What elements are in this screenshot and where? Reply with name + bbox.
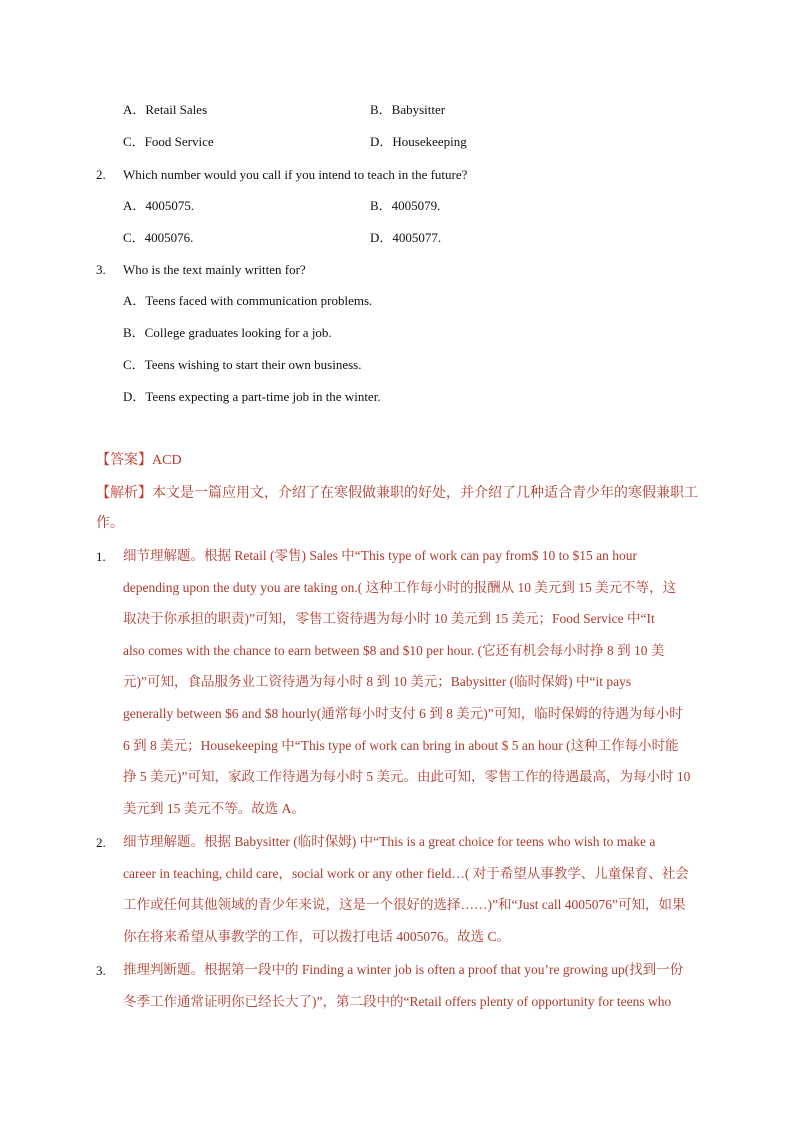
q2-option-c: C．4005076.	[123, 230, 194, 245]
q2-option-a: A．4005075.	[123, 198, 195, 213]
q2-option-b: B．4005079.	[370, 198, 441, 213]
q1-option-c: C．Food Service	[123, 134, 214, 149]
item-line: career in teaching, child care，social work or any other field…( 对于希望从事教学、儿童保育、社会	[123, 865, 689, 881]
item-line: 推理判断题。根据第一段中的 Finding a winter job is often a proof that you’re growing up(找到一份	[123, 962, 684, 977]
item-body	[123, 540, 701, 824]
answer-tag: 【答案】	[96, 452, 152, 468]
item-body	[123, 954, 701, 1017]
answer-line	[96, 451, 182, 470]
question-number: 2.	[96, 167, 106, 182]
question-number: 3.	[96, 262, 106, 277]
q3-option-c: C．Teens wishing to start their own business.	[123, 357, 362, 372]
q1-option-a: A．Retail Sales	[123, 102, 208, 117]
question-text: Who is the text mainly written for?	[123, 262, 306, 277]
analysis-intro-line1: 本文是一篇应用文，介绍了在寒假做兼职的好处，并介绍了几种适合青少年的寒假兼职工	[152, 486, 698, 501]
item-number: 2.	[96, 835, 106, 850]
question-text: Which number would you call if you intend to teach in the future?	[123, 167, 468, 182]
item-line: 细节理解题。根据 Babysitter (临时保姆) 中“This is a great choice for teens who wish to make a	[123, 834, 656, 849]
q3-option-a: A．Teens faced with communication problems.	[123, 293, 373, 308]
q2-option-d: D．4005077.	[370, 230, 442, 245]
item-line: also comes with the chance to earn between $8 and $10 per hour. (它还有机会每小时挣 8 到 10 美	[123, 642, 665, 658]
item-line: 挣 5 美元)”可知，家政工作待遇为每小时 5 美元。由此可知，零售工作的待遇最高，为每小时 10	[123, 769, 691, 785]
item-line: generally between $6 and $8 hourly(通常每小时支付 6 到 8 美元)”可知，临时保姆的待遇为每小时	[123, 705, 683, 721]
q3-option-b: B．College graduates looking for a job.	[123, 325, 332, 340]
item-line: 元)”可知，食品服务业工资待遇为每小时 8 到 10 美元；Babysitter (临时保姆) 中“it pays	[123, 674, 632, 690]
item-line: 取决于你承担的职责)”可知，零售工资待遇为每小时 10 美元到 15 美元；Food Service 中“It	[123, 611, 655, 627]
q3-option-d: D．Teens expecting a part-time job in the winter.	[123, 389, 381, 404]
item-line: 冬季工作通常证明你已经长大了)”，第二段中的“Retail offers plenty of opportunity for teens who	[123, 993, 672, 1009]
item-number: 1.	[96, 549, 106, 564]
answer-value: ACD	[152, 453, 182, 468]
analysis-intro	[96, 484, 700, 503]
item-line: depending upon the duty you are taking on.( 这种工作每小时的报酬从 10 美元到 15 美元不等，这	[123, 579, 677, 595]
q1-option-b: B．Babysitter	[370, 102, 446, 117]
analysis-intro-line2: 作。	[96, 516, 124, 531]
item-line: 细节理解题。根据 Retail (零售) Sales 中“This type of work can pay from$ 10 to $15 an hour	[123, 548, 638, 563]
item-line: 工作或任何其他领域的青少年来说，这是一个很好的选择……)”和“Just call 4005076”可知，如果	[123, 897, 686, 913]
item-body	[123, 826, 701, 952]
item-line: 美元到 15 美元不等。故选 A。	[123, 800, 305, 816]
item-line: 6 到 8 美元；Housekeeping 中“This type of work can bring in about $ 5 an hour (这种工作每小时能	[123, 737, 679, 753]
item-number: 3.	[96, 963, 106, 978]
analysis-tag: 【解析】	[96, 485, 152, 501]
q1-option-d: D．Housekeeping	[370, 134, 467, 149]
item-line: 你在将来希望从事教学的工作，可以拨打电话 4005076。故选 C。	[123, 928, 511, 944]
